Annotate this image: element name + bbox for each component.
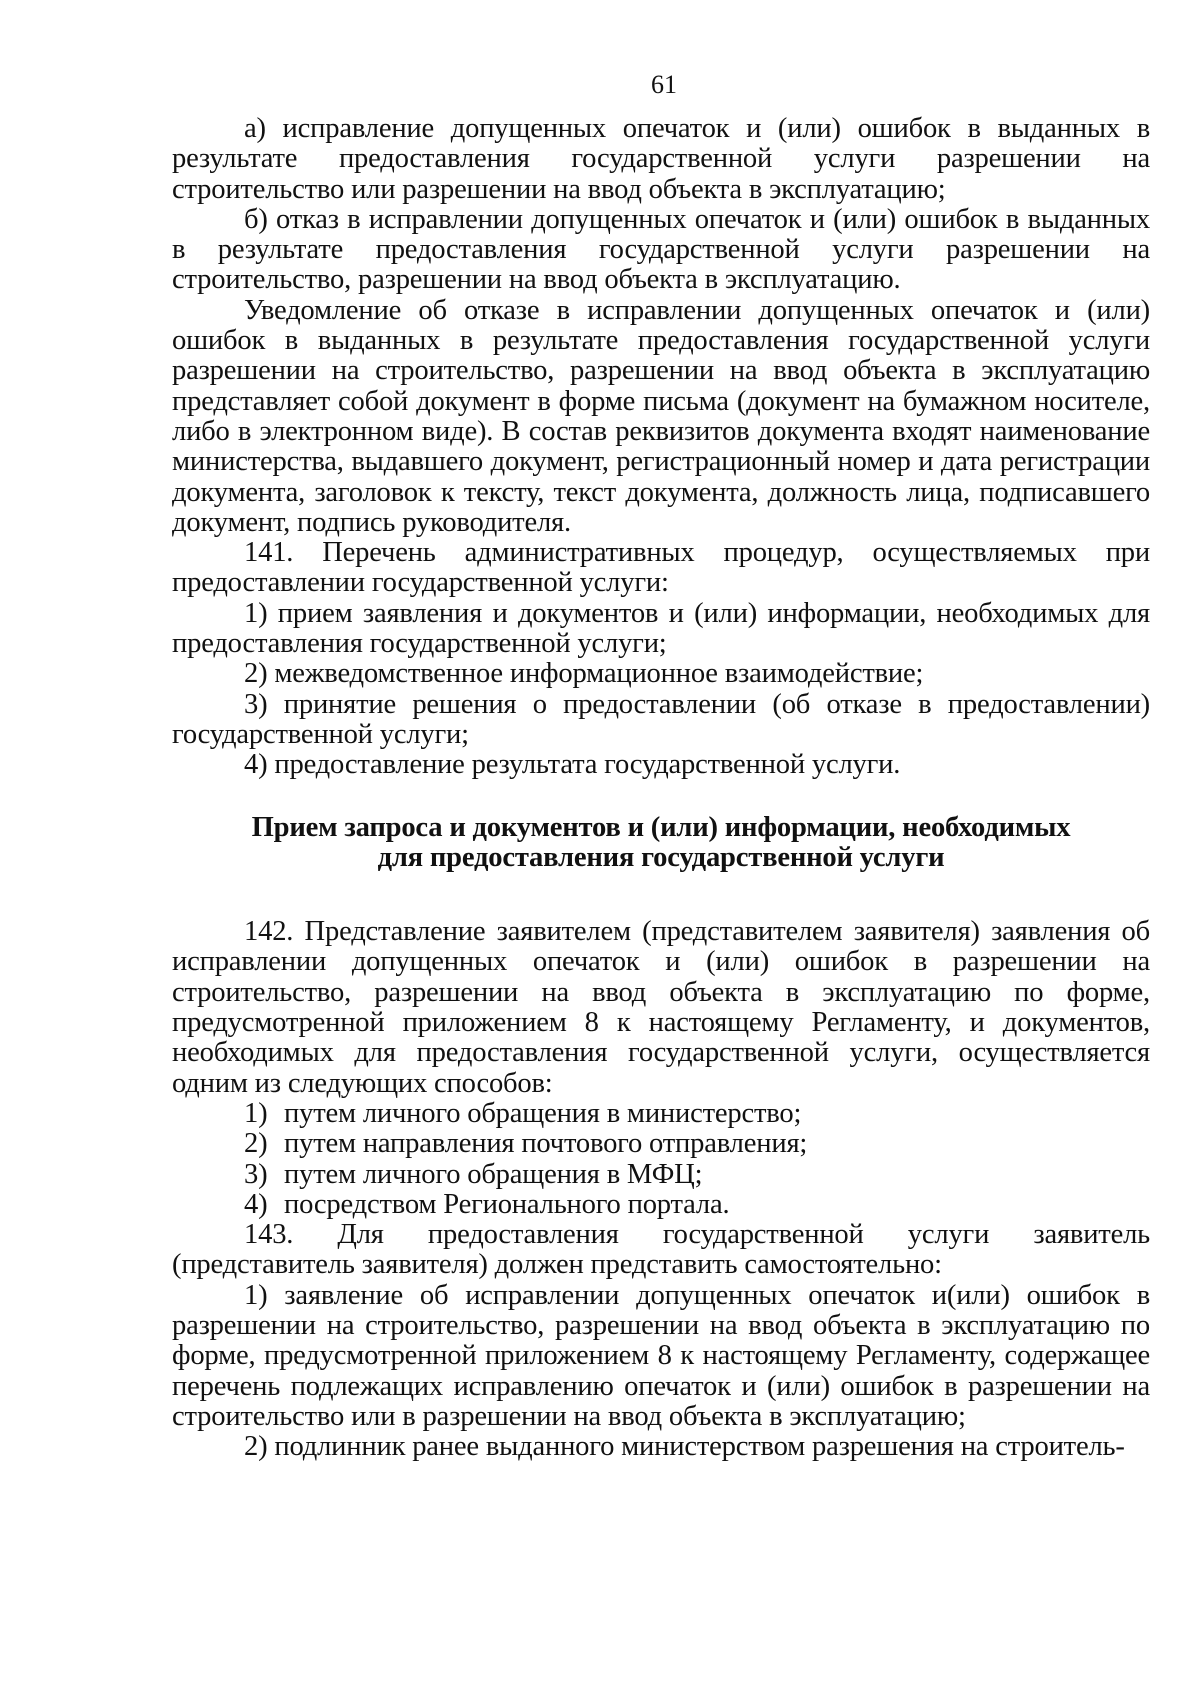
procedure-item-3: 3) принятие решения о предоставлении (об отказе в предоставлении) государственной услуги; — [172, 688, 1150, 750]
section-heading — [172, 813, 1150, 874]
document-page — [172, 70, 1150, 1462]
procedure-item-1: 1) прием заявления и документов и (или) информации, необходимых для предоставления государственной услуги; — [172, 597, 1150, 660]
section-heading-line-2: для предоставления государственной услуги — [377, 841, 945, 873]
way-item-3 — [172, 1160, 1150, 1190]
requirement-item-1: 1) заявление об исправлении допущенных опечаток и(или) ошибок в разрешении на строительство, разрешении на ввод объекта в эксплуатацию по форме, предусмотренной приложением 8 к настоящему Регламенту, содержащее перечень подлежащих исправлению опечаток и (или) ошибок в разрешении на строительство или в разрешении на ввод объекта в эксплуатацию; — [172, 1279, 1150, 1432]
way-number: 2) — [244, 1128, 268, 1160]
way-item-4 — [172, 1190, 1150, 1220]
requirement-item-2: 2) подлинник ранее выданного министерством разрешения на строитель- — [244, 1431, 1125, 1463]
paragraph-142: 142. Представление заявителем (представителем заявителя) заявления об исправлении допущенных опечаток и (или) ошибок в разрешении на строительство, разрешении на ввод объекта в эксплуатацию по форме, предусмотренной приложением 8 к настоящему Регламенту, и документов, необходимых для предоставления государственной услуги, осуществляется одним из следующих способов: — [172, 916, 1150, 1099]
way-item-2 — [172, 1129, 1150, 1159]
way-item-1 — [172, 1099, 1150, 1129]
procedure-item-2: 2) межведомственное информационное взаимодействие; — [244, 658, 924, 690]
paragraph-a: а) исправление допущенных опечаток и (или) ошибок в выданных в результате предоставления государственной услуги разрешении на строительство или разрешении на ввод объекта в эксплуатацию; — [172, 113, 1150, 205]
way-text: путем личного обращения в министерство; — [284, 1097, 802, 1129]
way-text: посредством Регионального портала. — [284, 1188, 730, 1220]
procedure-item-4: 4) предоставление результата государственной услуги. — [244, 749, 901, 781]
way-number: 4) — [244, 1188, 268, 1220]
way-number: 1) — [244, 1097, 268, 1129]
paragraph-b: б) отказ в исправлении допущенных опечаток и (или) ошибок в выданных в результате предоставления государственной услуги разрешении на строительство, разрешении на ввод объекта в эксплуатацию. — [172, 203, 1150, 296]
way-text: путем личного обращения в МФЦ; — [284, 1158, 703, 1190]
page-number: 61 — [651, 70, 677, 99]
paragraph-143: 143. Для предоставления государственной услуги заявитель (представитель заявителя) должен представить самостоятельно: — [172, 1219, 1150, 1281]
way-text: путем направления почтового отправления; — [284, 1128, 808, 1160]
paragraph-notice: Уведомление об отказе в исправлении допущенных опечаток и (или) ошибок в выданных в результате предоставления государственной услуги разрешении на строительство, разрешении на ввод объекта в эксплуатацию представляет собой документ в форме письма (документ на бумажном носителе, либо в электронном виде). В состав реквизитов документа входят наименование министерства, выдавшего документ, регистрационный номер и дата регистрации документа, заголовок к тексту, текст документа, должность лица, подписавшего документ, подпись руководителя. — [172, 294, 1150, 538]
section-heading-line-1: Прием запроса и документов и (или) информации, необходимых — [251, 811, 1071, 843]
way-number: 3) — [244, 1158, 268, 1190]
paragraph-141: 141. Перечень административных процедур, осуществляемых при предоставлении государственной услуги: — [172, 537, 1150, 599]
